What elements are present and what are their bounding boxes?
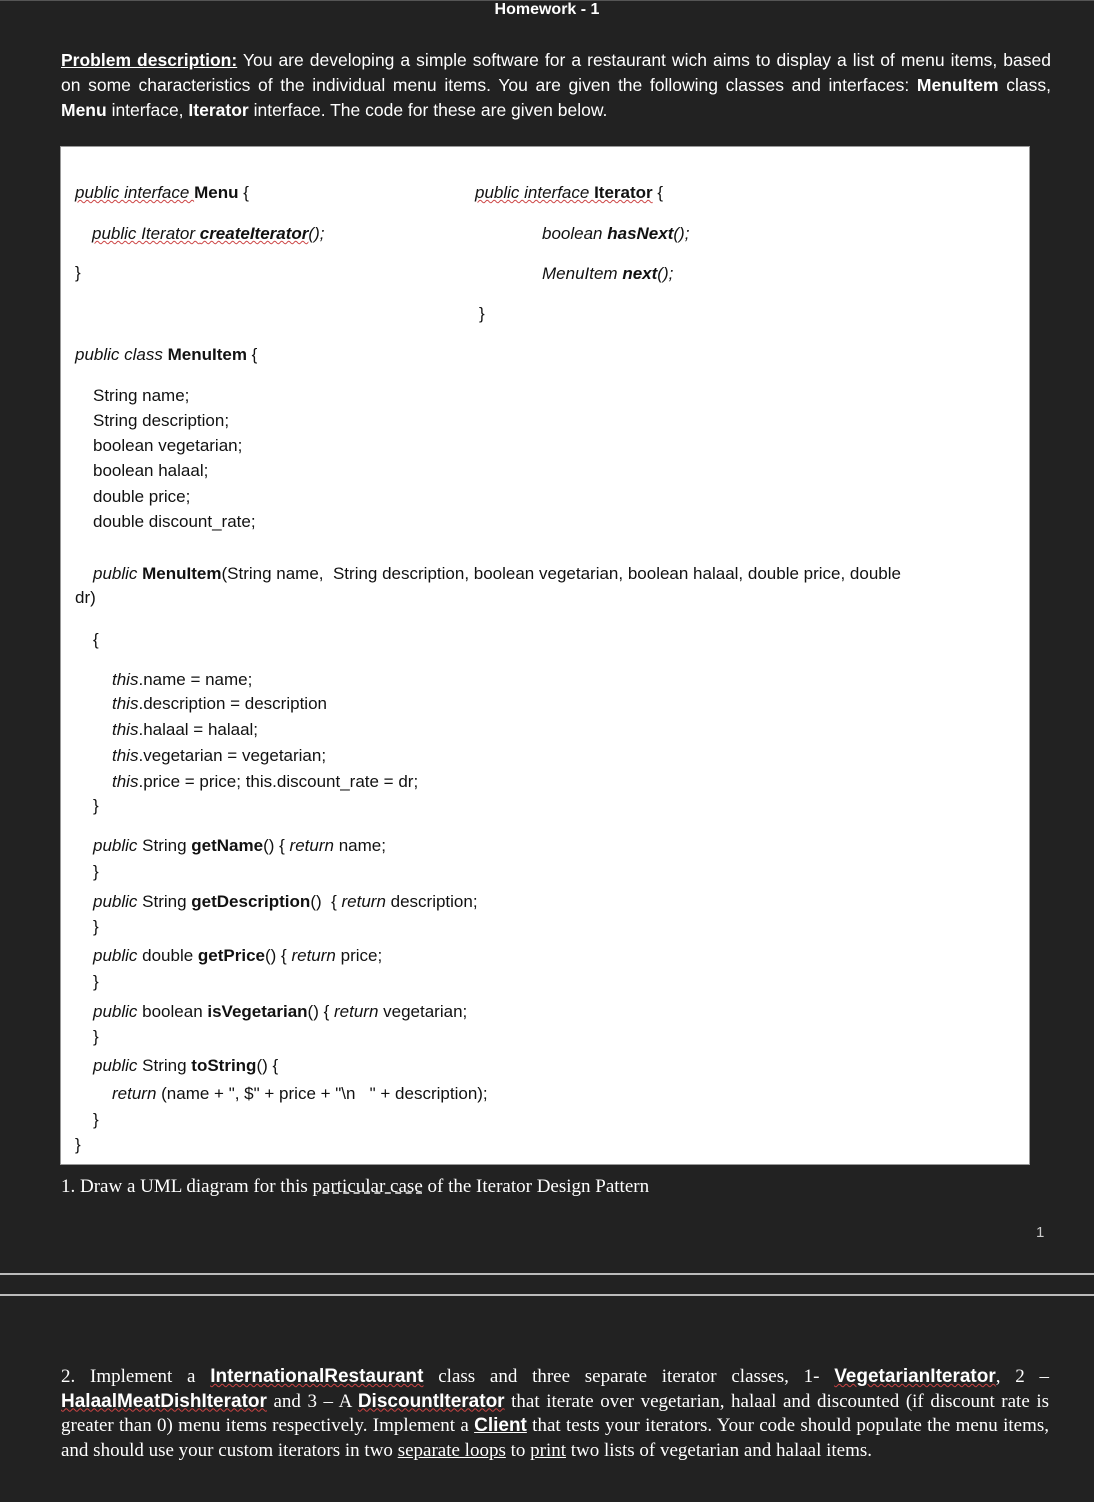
class-close-brace: } — [75, 1135, 81, 1154]
problem-text-2: class, — [998, 75, 1051, 95]
field-discount-rate: double discount_rate; — [93, 512, 256, 531]
problem-text-4: interface. The code for these are given below. — [248, 100, 608, 120]
constructor-signature: public MenuItem(String name, String description, boolean vegetarian, boolean halaal, double price, double — [93, 564, 901, 583]
problem-text-1: You are developing a simple software for a restaurant wich aims to display a list of menu items, based on some characteristics of the individual menu items. You are given the following classes and interfaces: — [61, 50, 1051, 95]
page-separator-top — [0, 1273, 1094, 1275]
method-getprice: public double getPrice() { return price; — [93, 946, 383, 965]
assign-name: this.name = name; — [112, 670, 253, 689]
international-restaurant-ref: InternationalRestaurant — [210, 1366, 424, 1387]
assign-vegetarian: this.vegetarian = vegetarian; — [112, 746, 327, 765]
constructor-close-brace: } — [93, 796, 99, 815]
iterator-ref: Iterator — [188, 100, 249, 120]
iterator-next-method: MenuItem next(); — [542, 264, 674, 283]
field-vegetarian: boolean vegetarian; — [93, 436, 243, 455]
field-price: double price; — [93, 487, 191, 506]
constructor-signature-wrap: dr) — [75, 588, 96, 607]
iterator-hasnext-method: boolean hasNext(); — [542, 224, 690, 243]
menuitem-class-decl: public class MenuItem { — [75, 345, 258, 364]
assign-halaal: this.halaal = halaal; — [112, 720, 259, 739]
isvegetarian-close: } — [93, 1027, 99, 1046]
getprice-close: } — [93, 972, 99, 991]
method-isvegetarian: public boolean isVegetarian() { return vegetarian; — [93, 1002, 468, 1021]
menu-interface-decl: public interface Menu { — [75, 183, 249, 202]
method-getname: public String getName() { return name; — [93, 836, 386, 855]
vegetarian-iterator-ref: VegetarianIterator — [834, 1366, 996, 1387]
method-getdescription: public String getDescription() { return description; — [93, 892, 478, 911]
page-number: 1 — [1036, 1224, 1045, 1241]
tostring-close: } — [93, 1110, 99, 1129]
field-name: String name; — [93, 386, 190, 405]
problem-label: Problem description: — [61, 50, 238, 70]
halaal-iterator-ref: HalaalMeatDishIterator — [61, 1390, 267, 1412]
iterator-interface-close: } — [479, 304, 485, 323]
assign-price: this.price = price; this.discount_rate = dr; — [112, 772, 419, 791]
question-1: 1. Draw a UML diagram for this particular case of the Iterator Design Pattern — [61, 1176, 650, 1197]
menuitem-ref: MenuItem — [916, 75, 999, 95]
field-description: String description; — [93, 411, 230, 430]
field-halaal: boolean halaal; — [93, 461, 209, 480]
tostring-return: return (name + ", $" + price + "\n " + description); — [112, 1084, 488, 1103]
problem-description — [61, 48, 1051, 123]
discount-iterator-ref: DiscountIterator — [357, 1390, 505, 1412]
question-2: 2. Implement a InternationalRestaurant class and three separate iterator classes, 1- VegetarianIterator, 2 – HalaalMeatDishIterator and 3 – A DiscountIterator that iterate over vegetarian, halaal and discounted (if discount rate is greater than 0) menu items respectively. Implement a Client that tests your iterators. Your code should populate the menu items, and should use your custom iterators in two separate loops to print two lists of vegetarian and halaal items. — [61, 1366, 1050, 1461]
client-ref: Client — [474, 1415, 527, 1436]
method-tostring: public String toString() { — [93, 1056, 279, 1075]
constructor-open-brace: { — [93, 630, 99, 649]
menu-createiterator-method: public Iterator createIterator(); — [92, 224, 325, 243]
code-listing — [60, 146, 1030, 1165]
page-title: Homework - 1 — [494, 1, 600, 18]
assign-description: this.description = description — [112, 694, 327, 713]
problem-text-3: interface, — [106, 100, 189, 120]
menu-interface-close: } — [75, 263, 81, 282]
getname-close: } — [93, 862, 99, 881]
page-separator-bottom — [0, 1294, 1094, 1296]
getdescription-close: } — [93, 917, 99, 936]
menu-ref: Menu — [61, 100, 107, 120]
iterator-interface-decl: public interface Iterator { — [475, 183, 664, 202]
